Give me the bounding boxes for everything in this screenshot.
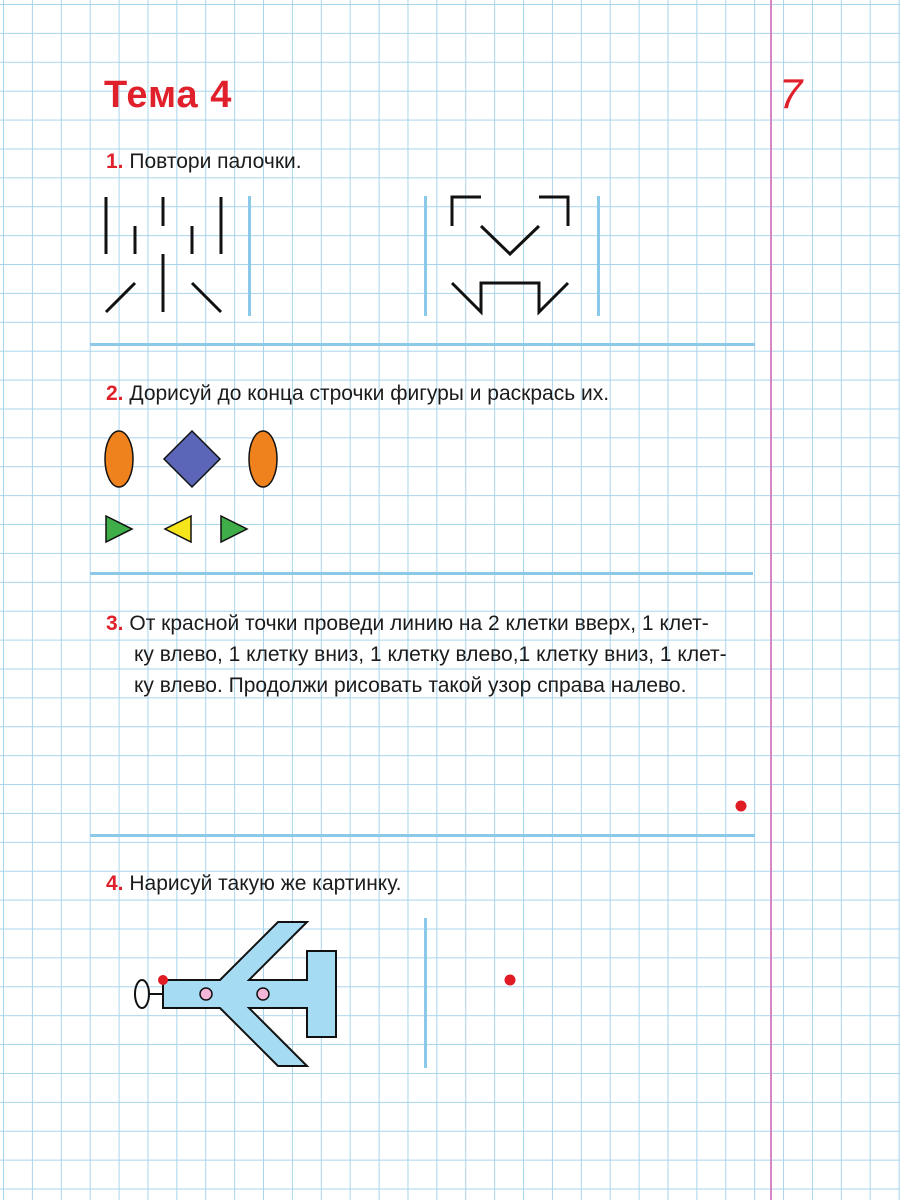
task-2-number: 2. <box>106 382 124 405</box>
task-1-instruction: Повтори палочки. <box>129 150 302 173</box>
stick-pattern-a <box>106 197 221 312</box>
task-3-line-3: ку влево. Продолжи рисовать такой узор справа налево. <box>134 674 687 697</box>
task-3-line-2: ку влево, 1 клетку вниз, 1 клетку влево,1 клетку вниз, 1 клет- <box>134 643 727 666</box>
task-3-line-1: От красной точки проведи линию на 2 клетки вверх, 1 клет- <box>129 612 709 635</box>
page-number: 7 <box>779 70 803 117</box>
task-1-number: 1. <box>106 150 124 173</box>
stick-pattern-b <box>452 197 568 312</box>
green-triangle-2 <box>221 516 247 542</box>
green-triangle-1 <box>106 516 132 542</box>
blue-diamond <box>164 431 220 487</box>
page-title: Тема 4 <box>104 74 233 116</box>
red-dot-task-4 <box>505 975 516 986</box>
orange-oval-2 <box>249 431 277 487</box>
task-4-instruction: Нарисуй такую же картинку. <box>129 872 402 895</box>
red-dot-task-3 <box>736 801 747 812</box>
task-2-instruction: Дорисуй до конца строчки фигуры и раскрась их. <box>129 382 610 405</box>
yellow-triangle <box>165 516 191 542</box>
orange-oval-1 <box>105 431 133 487</box>
airplane-drawing <box>135 922 336 1066</box>
task-3-number: 3. <box>106 612 124 635</box>
task-4-number: 4. <box>106 872 124 895</box>
